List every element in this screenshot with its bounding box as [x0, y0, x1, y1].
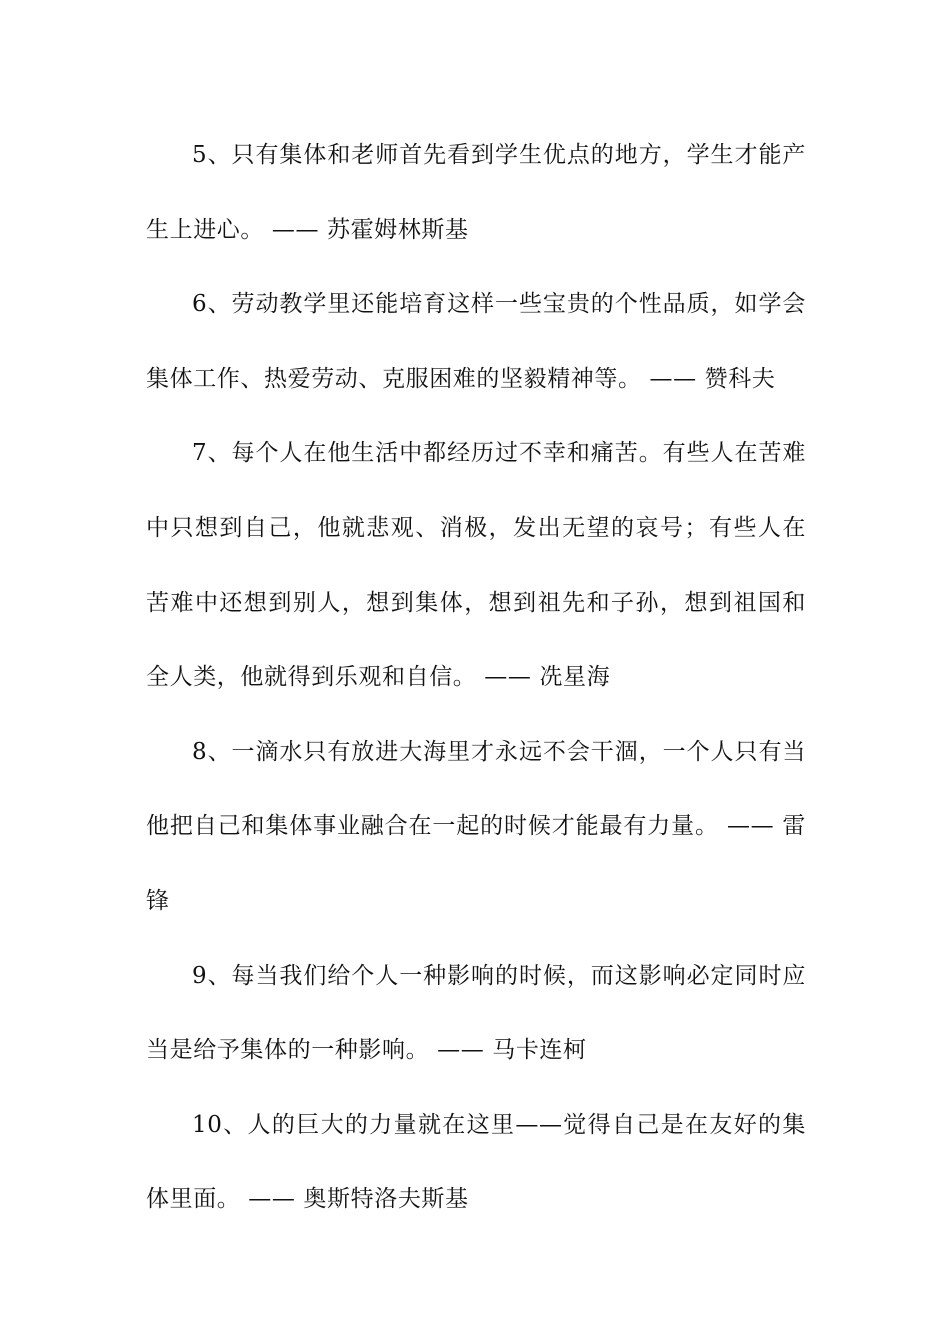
quote-paragraph-7: 7、每个人在他生活中都经历过不幸和痛苦。有些人在苦难中只想到自己，他就悲观、消极，发出无望的哀号；有些人在苦难中还想到别人，想到集体，想到祖先和子孙，想到祖国和全人类，他就得到乐观和自信。 —— 冼星海: [146, 440, 806, 691]
quote-paragraph-8: 8、一滴水只有放进大海里才永远不会干涸，一个人只有当他把自己和集体事业融合在一起的时候才能最有力量。 —— 雷锋: [146, 738, 806, 914]
quote-paragraph-9: 9、每当我们给个人一种影响的时候，而这影响必定同时应当是给予集体的一种影响。 —— 马卡连柯: [146, 962, 806, 1064]
document-body: [146, 118, 806, 1237]
quote-paragraph-5: 5、只有集体和老师首先看到学生优点的地方，学生才能产生上进心。 —— 苏霍姆林斯基: [146, 142, 806, 243]
quote-paragraph-10: 10、人的巨大的力量就在这里——觉得自己是在友好的集体里面。 —— 奥斯特洛夫斯基: [146, 1111, 806, 1213]
quote-paragraph-6: 6、劳动教学里还能培育这样一些宝贵的个性品质，如学会集体工作、热爱劳动、克服困难的坚毅精神等。 —— 赞科夫: [146, 291, 806, 392]
